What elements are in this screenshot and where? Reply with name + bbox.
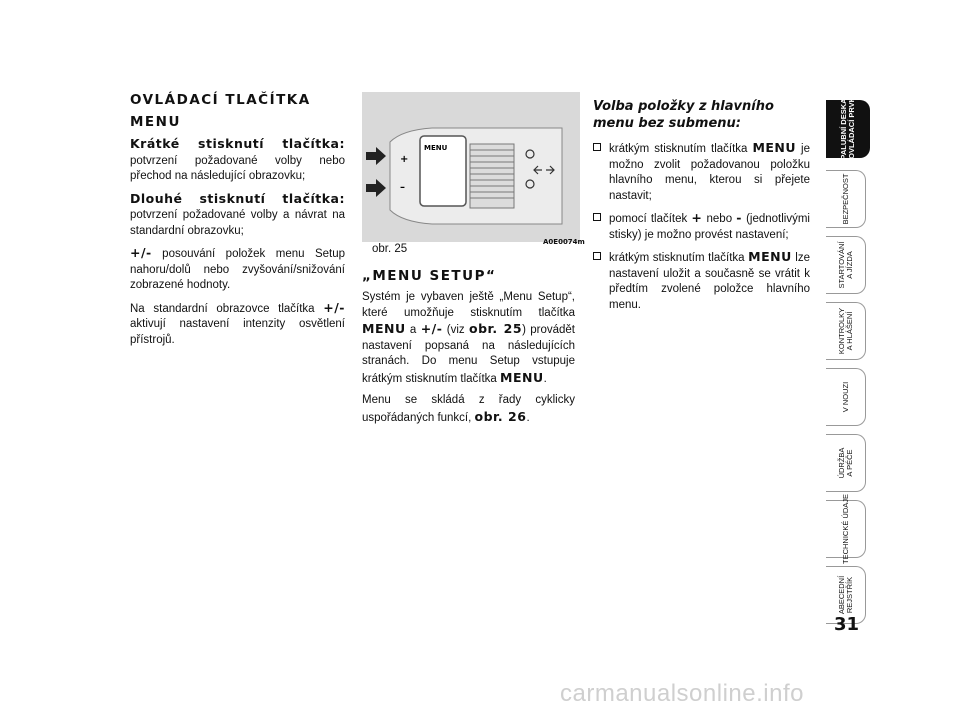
tab-abecedni-rejstrik[interactable]: ABECEDNÍ REJSTŘÍK	[826, 566, 866, 624]
tab-palubni-deska[interactable]: PALUBNÍ DESKA A OVLÁDACÍ PRVKY	[826, 100, 870, 158]
menu-button-label: MENU	[424, 144, 448, 152]
plus-sign: +	[400, 154, 409, 165]
column-main-menu	[593, 98, 810, 319]
figure-caption: obr. 25	[372, 243, 408, 255]
tab-v-nouzi[interactable]: V NOUZI	[826, 368, 866, 426]
paragraph-short-press: Krátké stisknutí tlačítka: potvrzení požadované volby nebo přechod na následující obrazovku;	[130, 136, 345, 182]
paragraph-long-press: Dlouhé stisknutí tlačítka: potvrzení požadované volby a návrat na standardní obrazovku;	[130, 190, 345, 237]
column-menu-setup	[362, 268, 575, 432]
tab-bezpecnost[interactable]: BEZPEČNOST	[826, 170, 866, 228]
pointer-arrow-icons	[366, 147, 386, 197]
chapter-tabs	[826, 70, 866, 650]
section-heading: OVLÁDACÍ TLAČÍTKA	[130, 92, 311, 108]
menu-setup-heading: „MENU SETUP“	[362, 268, 497, 284]
paragraph-menu-cycle: Menu se skládá z řady cyklicky uspořádaných funkcí, obr. 26.	[362, 394, 575, 424]
figure-control-panel	[362, 92, 580, 242]
column-controls	[130, 92, 345, 354]
watermark: carmanualsonline.info	[560, 680, 804, 707]
vent-grille	[470, 144, 514, 208]
bullet-select-item: krátkým stisknutím tlačítka MENU je možno zvolit požadovanou položku hlavního menu, kterou si přejete nastavit;	[593, 140, 810, 204]
tab-kontrolky[interactable]: KONTROLKY A HLÁŠENÍ	[826, 302, 866, 360]
bullet-save: krátkým stisknutím tlačítka MENU lze nastavení uložit a současně se vrátit k předtím zvolené položce hlavního menu.	[593, 249, 810, 313]
bullet-adjust: pomocí tlačítek + nebo - (jednotlivými stisky) je možno provést nastavení;	[593, 210, 810, 243]
checkbox-bullet-icon	[593, 213, 601, 221]
page-number: 31	[834, 614, 860, 635]
figure-code: A0E0074m	[543, 238, 585, 246]
control-panel-illustration	[362, 92, 580, 242]
minus-sign: –	[400, 182, 405, 193]
checkbox-bullet-icon	[593, 143, 601, 151]
paragraph-standard-screen: Na standardní obrazovce tlačítka +/- aktivují nastavení intenzity osvětlení přístrojů.	[130, 299, 345, 346]
paragraph-menu-setup: Systém je vybaven ještě „Menu Setup“, které umožňuje stisknutím tlačítka MENU a +/- (viz obr. 25) provádět nastavení popsaná na následujících stranách. Do menu Setup vstupuje krátkým stisknutím tlačítka MENU.	[362, 291, 575, 385]
main-menu-heading: Volba položky z hlavního menu bez submenu:	[593, 99, 774, 131]
checkbox-bullet-icon	[593, 252, 601, 260]
subsection-heading-menu: MENU	[130, 114, 181, 130]
tab-technicke-udaje[interactable]: TECHNICKÉ ÚDAJE	[826, 500, 866, 558]
tab-startovani[interactable]: STARTOVÁNÍ A JÍZDA	[826, 236, 866, 294]
paragraph-plus-minus: +/- posouvání položek menu Setup nahoru/dolů nebo zvyšování/snižování zobrazené hodnoty.	[130, 245, 345, 291]
tab-udrzba[interactable]: ÚDRŽBA A PÉČE	[826, 434, 866, 492]
